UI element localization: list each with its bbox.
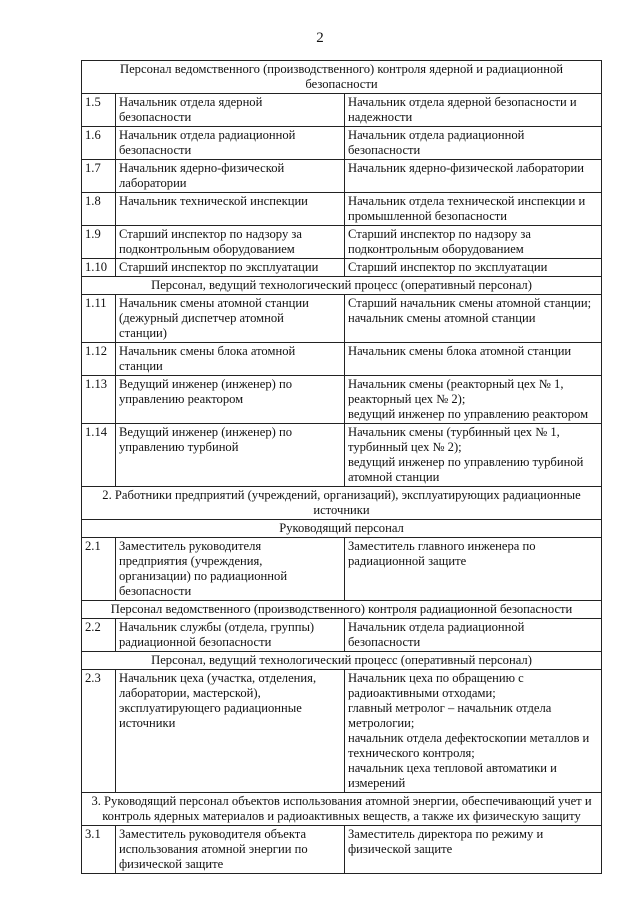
section-header-line: 2. Работники предприятий (учреждений, организаций), эксплуатирующих радиационные xyxy=(102,488,581,502)
actual-position-title-line: Начальник смены (реакторный цех № 1, xyxy=(348,377,564,391)
table-row xyxy=(82,619,602,652)
actual-position-title xyxy=(345,295,602,343)
section-header-row xyxy=(82,61,602,94)
section-header xyxy=(82,61,602,94)
position-title-line: предприятия (учреждения, xyxy=(119,554,263,568)
table-row xyxy=(82,193,602,226)
item-number: 2.1 xyxy=(82,538,116,601)
section-header xyxy=(82,487,602,520)
actual-position-title-line: Начальник отдела радиационной xyxy=(348,128,525,142)
position-title-line: безопасности xyxy=(119,143,192,157)
position-title-line: Начальник ядерно-физической xyxy=(119,161,285,175)
position-title-line: Начальник цеха (участка, отделения, xyxy=(119,671,317,685)
position-title-line: безопасности xyxy=(119,584,192,598)
item-number: 1.13 xyxy=(82,376,116,424)
position-title-line: источники xyxy=(119,716,176,730)
item-number: 1.14 xyxy=(82,424,116,487)
section-header-line: контроль ядерных материалов и радиоактивных веществ, а также их физическую защиту xyxy=(102,809,581,823)
position-title xyxy=(116,670,345,793)
actual-position-title xyxy=(345,619,602,652)
position-title xyxy=(116,94,345,127)
actual-position-title xyxy=(345,343,602,376)
section-header-line: Персонал, ведущий технологический процесс (оперативный персонал) xyxy=(151,278,532,292)
item-number: 1.8 xyxy=(82,193,116,226)
position-title-line: станции xyxy=(119,359,163,373)
position-title-line: Начальник смены блока атомной xyxy=(119,344,296,358)
actual-position-title-line: ведущий инженер по управлению турбиной xyxy=(348,455,584,469)
actual-position-title-line: главный метролог – начальник отдела xyxy=(348,701,552,715)
section-header-row xyxy=(82,793,602,826)
actual-position-title-line: Заместитель главного инженера по xyxy=(348,539,536,553)
table-row xyxy=(82,259,602,277)
position-title xyxy=(116,127,345,160)
actual-position-title-line: Начальник отдела ядерной безопасности и xyxy=(348,95,577,109)
actual-position-title-line: реакторный цех № 2); xyxy=(348,392,466,406)
position-title-line: безопасности xyxy=(119,110,192,124)
section-header xyxy=(82,601,602,619)
item-number: 1.9 xyxy=(82,226,116,259)
actual-position-title xyxy=(345,94,602,127)
section-header-line: Персонал ведомственного (производственного) контроля ядерной и радиационной xyxy=(120,62,564,76)
actual-position-title-line: Начальник смены блока атомной станции xyxy=(348,344,572,358)
table-row xyxy=(82,538,602,601)
section-header-row xyxy=(82,277,602,295)
actual-position-title-line: турбинный цех № 2); xyxy=(348,440,462,454)
actual-position-title-line: начальник отдела дефектоскопии металлов и xyxy=(348,731,590,745)
section-header-row xyxy=(82,652,602,670)
section-header-line: Персонал ведомственного (производственного) контроля радиационной безопасности xyxy=(110,602,573,616)
actual-position-title-line: надежности xyxy=(348,110,413,124)
actual-position-title xyxy=(345,538,602,601)
table-row xyxy=(82,94,602,127)
actual-position-title-line: метрологии; xyxy=(348,716,415,730)
actual-position-title xyxy=(345,127,602,160)
section-header xyxy=(82,277,602,295)
table-row xyxy=(82,343,602,376)
item-number: 1.10 xyxy=(82,259,116,277)
actual-position-title-line: технического контроля; xyxy=(348,746,475,760)
position-title-line: станции) xyxy=(119,326,167,340)
position-title xyxy=(116,376,345,424)
actual-position-title xyxy=(345,226,602,259)
item-number: 1.11 xyxy=(82,295,116,343)
actual-position-title-line: Начальник цеха по обращению с xyxy=(348,671,524,685)
position-title xyxy=(116,295,345,343)
actual-position-title-line: ведущий инженер по управлению реактором xyxy=(348,407,589,421)
position-title-line: (дежурный диспетчер атомной xyxy=(119,311,284,325)
position-title-line: радиационной безопасности xyxy=(119,635,272,649)
actual-position-title-line: Старший начальник смены атомной станции; xyxy=(348,296,592,310)
position-title-line: лаборатории, мастерской), xyxy=(119,686,261,700)
actual-position-title-line: безопасности xyxy=(348,143,421,157)
section-header-row xyxy=(82,520,602,538)
section-header-line: Персонал, ведущий технологический процесс (оперативный персонал) xyxy=(151,653,532,667)
actual-position-title-line: Начальник отдела технической инспекции и xyxy=(348,194,586,208)
item-number: 3.1 xyxy=(82,826,116,874)
item-number: 1.12 xyxy=(82,343,116,376)
position-title xyxy=(116,160,345,193)
position-title xyxy=(116,226,345,259)
position-title-line: использования атомной энергии по xyxy=(119,842,308,856)
position-title xyxy=(116,424,345,487)
table-row xyxy=(82,424,602,487)
actual-position-title xyxy=(345,826,602,874)
section-header-line: источники xyxy=(313,503,370,517)
actual-position-title-line: начальник смены атомной станции xyxy=(348,311,536,325)
table-row xyxy=(82,226,602,259)
actual-position-title-line: физической защите xyxy=(348,842,453,856)
position-title-line: Ведущий инженер (инженер) по xyxy=(119,377,293,391)
actual-position-title-line: атомной станции xyxy=(348,470,440,484)
actual-position-title-line: подконтрольным оборудованием xyxy=(348,242,524,256)
actual-position-title xyxy=(345,193,602,226)
section-header-line: Руководящий персонал xyxy=(279,521,404,535)
table-body xyxy=(82,61,602,874)
actual-position-title-line: радиоактивными отходами; xyxy=(348,686,496,700)
position-title xyxy=(116,343,345,376)
position-title-line: Начальник отдела ядерной xyxy=(119,95,263,109)
position-title-line: лаборатории xyxy=(119,176,187,190)
item-number: 2.2 xyxy=(82,619,116,652)
section-header xyxy=(82,520,602,538)
section-header xyxy=(82,652,602,670)
item-number: 1.7 xyxy=(82,160,116,193)
actual-position-title-line: Начальник ядерно-физической лаборатории xyxy=(348,161,584,175)
table-row xyxy=(82,160,602,193)
item-number: 2.3 xyxy=(82,670,116,793)
position-title-line: Заместитель руководителя объекта xyxy=(119,827,307,841)
actual-position-title-line: промышленной безопасности xyxy=(348,209,508,223)
actual-position-title xyxy=(345,376,602,424)
actual-position-title xyxy=(345,670,602,793)
actual-position-title-line: начальник цеха тепловой автоматики и xyxy=(348,761,557,775)
table-row xyxy=(82,670,602,793)
position-title-line: управлению реактором xyxy=(119,392,244,406)
section-header-row xyxy=(82,601,602,619)
position-title-line: управлению турбиной xyxy=(119,440,239,454)
actual-position-title-line: Начальник смены (турбинный цех № 1, xyxy=(348,425,560,439)
position-title-line: Начальник смены атомной станции xyxy=(119,296,309,310)
page-number: 2 xyxy=(316,30,324,46)
actual-position-title xyxy=(345,424,602,487)
section-header-line: 3. Руководящий персонал объектов использования атомной энергии, обеспечивающий учет и xyxy=(91,794,592,808)
actual-position-title-line: радиационной защите xyxy=(348,554,467,568)
actual-position-title-line: Старший инспектор по надзору за xyxy=(348,227,531,241)
actual-position-title xyxy=(345,160,602,193)
position-title-line: Ведущий инженер (инженер) по xyxy=(119,425,293,439)
actual-position-title-line: Старший инспектор по эксплуатации xyxy=(348,260,548,274)
section-header xyxy=(82,793,602,826)
position-title xyxy=(116,259,345,277)
table-row xyxy=(82,376,602,424)
position-title-line: организации) по радиационной xyxy=(119,569,288,583)
position-title xyxy=(116,538,345,601)
table-row xyxy=(82,826,602,874)
table-row xyxy=(82,295,602,343)
section-header-row xyxy=(82,487,602,520)
actual-position-title-line: безопасности xyxy=(348,635,421,649)
position-title-line: Начальник отдела радиационной xyxy=(119,128,296,142)
position-title xyxy=(116,193,345,226)
position-title-line: Заместитель руководителя xyxy=(119,539,262,553)
actual-position-title-line: Заместитель директора по режиму и xyxy=(348,827,544,841)
section-header-line: безопасности xyxy=(305,77,378,91)
item-number: 1.6 xyxy=(82,127,116,160)
position-title-line: Старший инспектор по надзору за xyxy=(119,227,302,241)
actual-position-title xyxy=(345,259,602,277)
position-title xyxy=(116,619,345,652)
table-row xyxy=(82,127,602,160)
position-title-line: эксплуатирующего радиационные xyxy=(119,701,302,715)
actual-position-title-line: измерений xyxy=(348,776,406,790)
actual-position-title-line: Начальник отдела радиационной xyxy=(348,620,525,634)
positions-table xyxy=(81,60,602,874)
position-title-line: Начальник службы (отдела, группы) xyxy=(119,620,315,634)
position-title-line: Начальник технической инспекции xyxy=(119,194,308,208)
item-number: 1.5 xyxy=(82,94,116,127)
position-title-line: подконтрольным оборудованием xyxy=(119,242,295,256)
position-title-line: Старший инспектор по эксплуатации xyxy=(119,260,319,274)
position-title-line: физической защите xyxy=(119,857,224,871)
position-title xyxy=(116,826,345,874)
